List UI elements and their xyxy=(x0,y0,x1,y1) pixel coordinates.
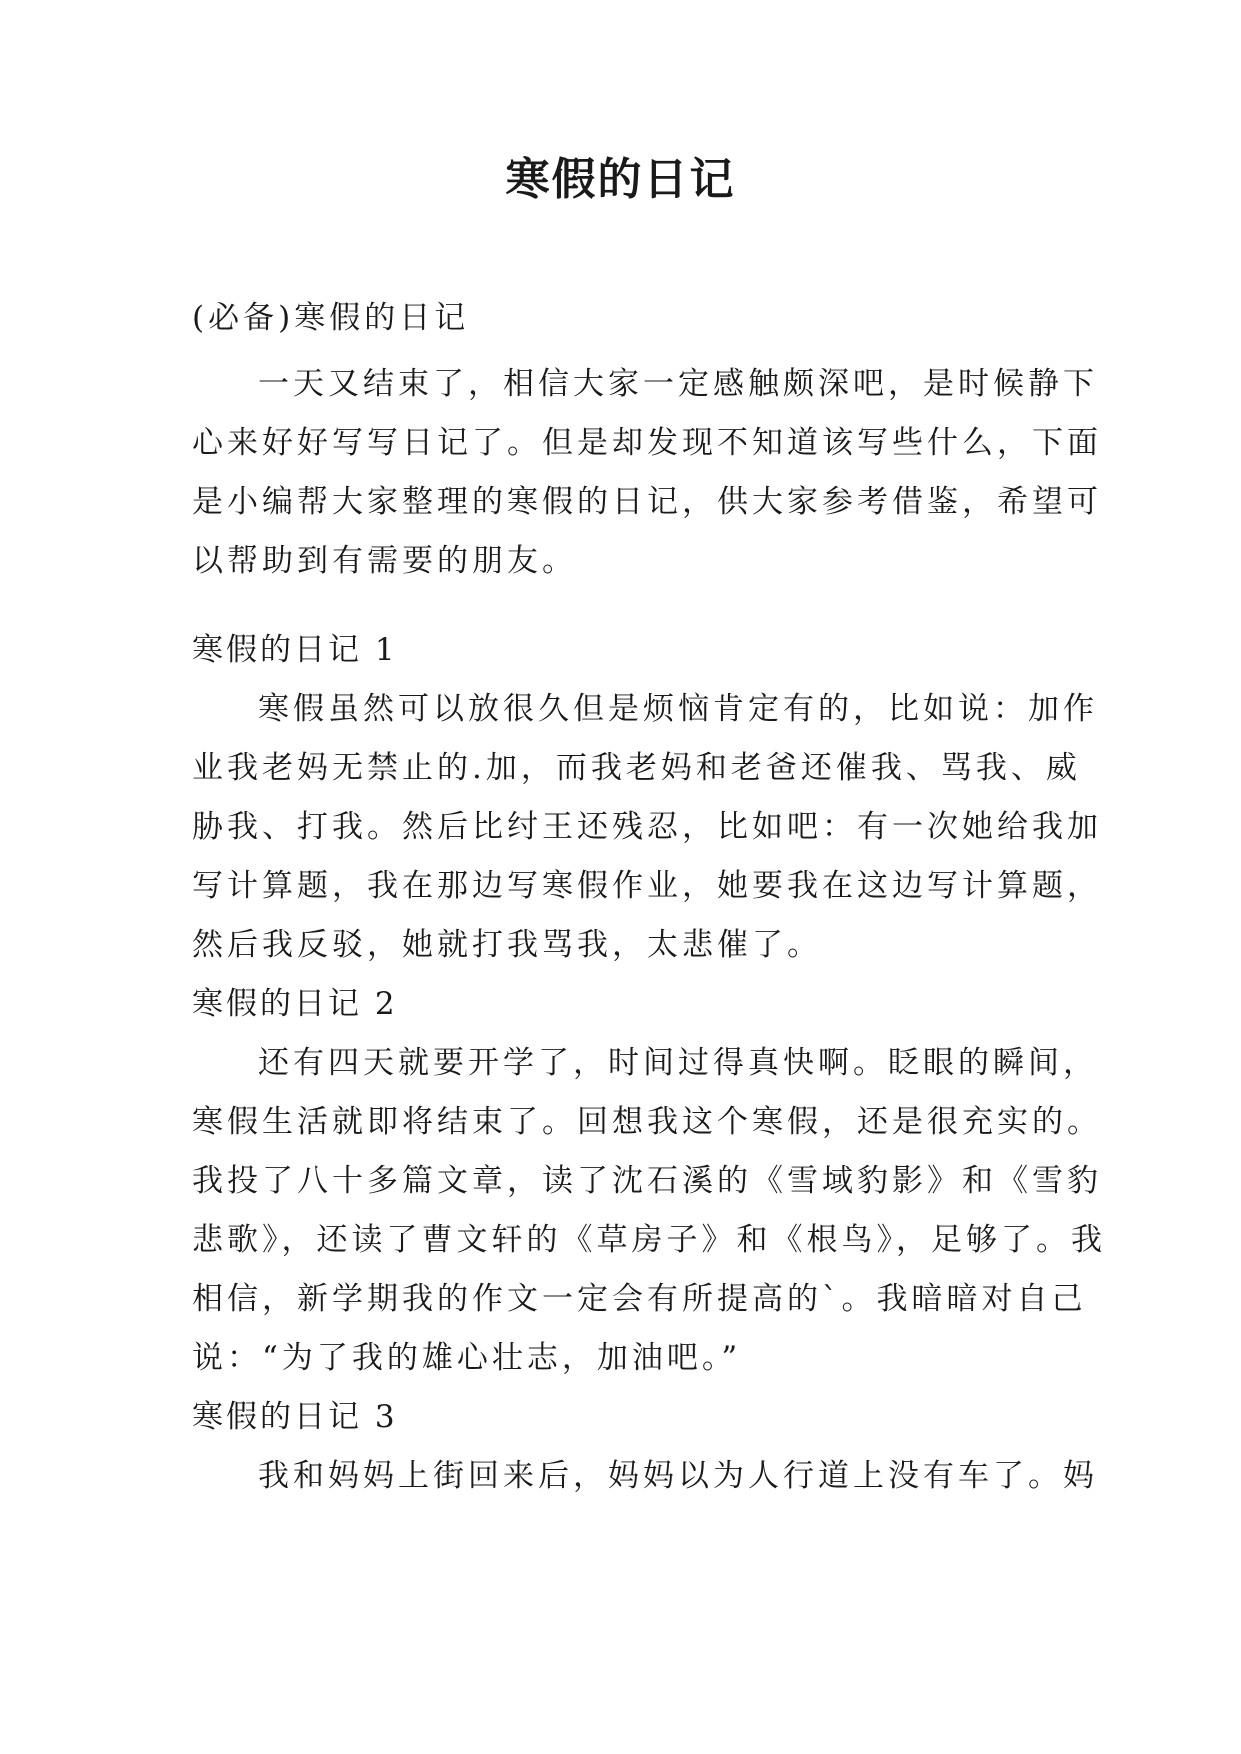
section-line: 然后我反驳，她就打我骂我，太悲催了。 xyxy=(192,927,822,963)
section-line: 相信，新学期我的作文一定会有所提高的`。我暗暗对自己 xyxy=(192,1281,1087,1317)
section-line: 寒假虽然可以放很久但是烦恼肯定有的，比如说：加作 xyxy=(258,691,1098,727)
section-line: 我和妈妈上街回来后，妈妈以为人行道上没有车了。妈 xyxy=(258,1458,1098,1494)
section-line: 还有四天就要开学了，时间过得真快啊。眨眼的瞬间， xyxy=(258,1045,1098,1081)
intro-line: 心来好好写写日记了。但是却发现不知道该写些什么，下面 xyxy=(192,425,1102,461)
section-line: 悲歌》，还读了曹文轩的《草房子》和《根鸟》，足够了。我 xyxy=(192,1222,1106,1258)
intro-line: 以帮助到有需要的朋友。 xyxy=(192,543,577,579)
section-line: 胁我、打我。然后比纣王还残忍，比如吧：有一次她给我加 xyxy=(192,809,1102,845)
section-line: 业我老妈无禁止的.加，而我老妈和老爸还催我、骂我、威 xyxy=(192,750,1081,786)
section-heading: 寒假的日记 1 xyxy=(192,632,398,668)
section-line: 写计算题，我在那边写寒假作业，她要我在这边写计算题， xyxy=(192,868,1102,904)
section-heading: 寒假的日记 3 xyxy=(192,1399,398,1435)
document-title: 寒假的日记 xyxy=(505,154,736,205)
section-heading: 寒假的日记 2 xyxy=(192,986,398,1022)
document-subtitle: (必备)寒假的日记 xyxy=(192,300,470,336)
section-line: 说：“为了我的雄心壮志，加油吧。” xyxy=(192,1340,742,1376)
intro-line: 一天又结束了，相信大家一定感触颇深吧，是时候静下 xyxy=(258,366,1098,402)
intro-line: 是小编帮大家整理的寒假的日记，供大家参考借鉴，希望可 xyxy=(192,484,1102,520)
section-line: 寒假生活就即将结束了。回想我这个寒假，还是很充实的。 xyxy=(192,1104,1102,1140)
section-line: 我投了八十多篇文章，读了沈石溪的《雪域豹影》和《雪豹 xyxy=(192,1163,1102,1199)
